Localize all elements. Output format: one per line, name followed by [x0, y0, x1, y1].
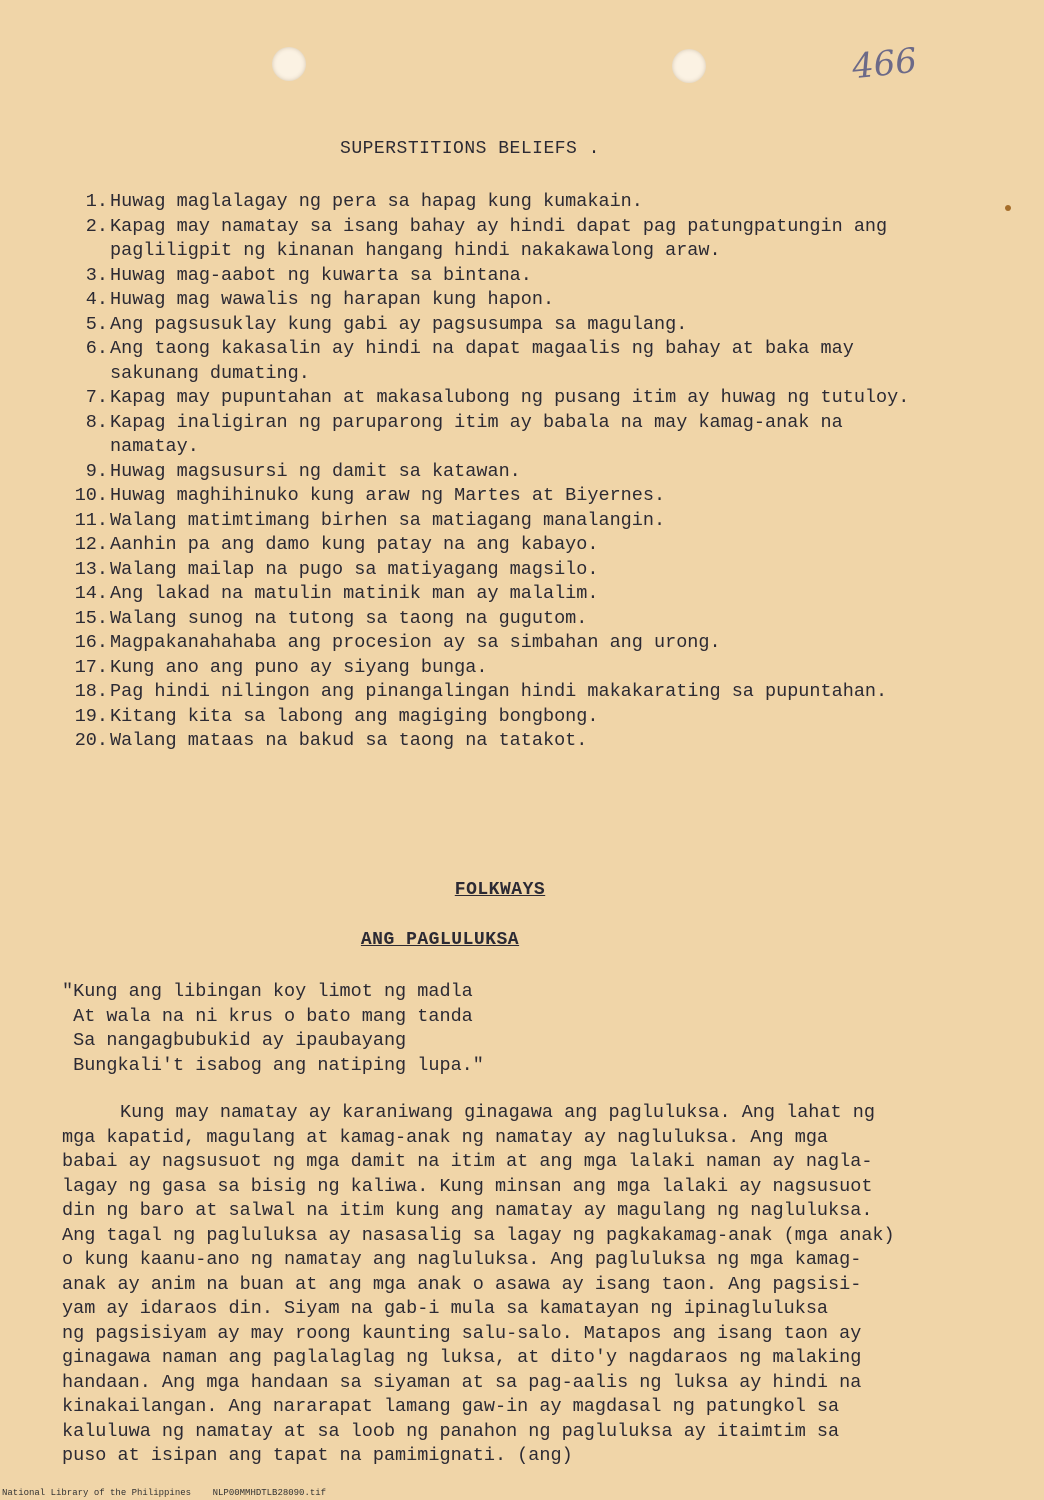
superstition-item: [60, 313, 1000, 338]
paragraph-line: Kung may namatay ay karaniwang ginagawa ang pagluluksa. Ang lahat ng: [120, 1102, 875, 1123]
paragraph-line: anak ay anim na buan at ang mga anak o asawa ay isang taon. Ang pagsisi-: [62, 1273, 862, 1295]
item-number: 11.: [74, 509, 108, 531]
item-number: 5.: [85, 313, 108, 335]
paragraph-line: kinakailangan. Ang nararapat lamang gaw-in ay magdasal ng patungkol sa: [62, 1396, 840, 1417]
item-text: [110, 215, 1000, 264]
item-text-line: Pag hindi nilingon ang pinangalingan hindi makakarating sa pupuntahan.: [110, 681, 888, 702]
item-number: 16.: [74, 632, 108, 653]
item-text-line: Ang taong kakasalin ay hindi na dapat magaalis ng bahay at baka may: [110, 338, 854, 359]
superstition-item: [60, 288, 1000, 313]
item-text-line: Kapag may namatay sa isang bahay ay hindi dapat pag patungpatungin ang: [110, 215, 888, 237]
item-number: 9.: [85, 460, 108, 482]
item-number: 7.: [85, 387, 108, 408]
item-text: [110, 705, 1000, 730]
item-text-line: Huwag maghihinuko kung araw ng Martes at Biyernes.: [110, 485, 666, 506]
item-number: 10.: [74, 485, 108, 506]
item-text-line: Ang pagsusuklay kung gabi ay pagsusumpa sa magulang.: [110, 313, 688, 335]
item-number: 14.: [74, 583, 108, 604]
item-number: 4.: [85, 289, 108, 310]
item-text: [110, 533, 1000, 558]
item-number: 1.: [85, 191, 108, 212]
item-text: [110, 190, 1000, 215]
paragraph-line: handaan. Ang mga handaan sa siyaman at sa pag-aalis ng luksa ay hindi na: [62, 1371, 862, 1393]
paragraph-line: ng pagsisiyam ay may roong kaunting salu-salo. Matapos ang isang taon ay: [62, 1322, 862, 1344]
superstition-item: [60, 460, 1000, 485]
superstition-item: [60, 190, 1000, 215]
superstition-item: [60, 215, 1000, 264]
item-text: [110, 386, 1000, 411]
punch-hole-right: [672, 49, 706, 83]
superstition-item: [60, 411, 1000, 460]
superstition-item: [60, 729, 1000, 754]
archive-footer: National Library of the Philippines NLP00MMHDTLB28090.tif: [2, 1488, 327, 1498]
superstition-item: [60, 484, 1000, 509]
item-text: [110, 460, 1000, 485]
item-text: [110, 680, 1000, 705]
item-text: [110, 656, 1000, 681]
paper-stain: [1005, 205, 1011, 211]
paragraph-line: ginagawa naman ang paglalaglag ng luksa, at dito'y nagdaraos ng malaking: [62, 1347, 862, 1368]
item-text-line: sakunang dumating.: [110, 362, 310, 384]
poem-line: At wala na ni krus o bato mang tanda: [62, 1005, 473, 1027]
superstitions-title: SUPERSTITIONS BELIEFS .: [340, 139, 600, 159]
item-text: [110, 582, 1000, 607]
punch-hole-left: [272, 47, 306, 81]
paragraph-line: o kung kaanu-ano ng namatay ang nagluluksa. Ang pagluluksa ng mga kamag-: [62, 1249, 862, 1270]
paragraph-line: mga kapatid, magulang at kamag-anak ng namatay ay nagluluksa. Ang mga: [62, 1126, 829, 1148]
item-text: [110, 288, 1000, 313]
poem-quote: [62, 980, 484, 1078]
item-text: [110, 729, 1000, 754]
item-text: [110, 607, 1000, 632]
paragraph-line: babai ay nagsusuot ng mga damit na itim at ang mga lalaki naman ay nagla-: [62, 1151, 873, 1172]
item-text-line: Kapag inaligiran ng paruparong itim ay babala na may kamag-anak na: [110, 411, 843, 433]
item-text: [110, 558, 1000, 583]
item-text-line: Huwag magsusursi ng damit sa katawan.: [110, 460, 521, 482]
pagluluksa-subheading: ANG PAGLULUKSA: [360, 930, 520, 950]
superstition-item: [60, 337, 1000, 386]
superstition-item: [60, 582, 1000, 607]
item-text: [110, 509, 1000, 534]
item-text: [110, 264, 1000, 289]
item-number: 17.: [74, 656, 108, 678]
superstition-item: [60, 386, 1000, 411]
poem-line: Bungkali't isabog ang natiping lupa.": [62, 1054, 484, 1076]
superstition-item: [60, 680, 1000, 705]
item-number: 19.: [74, 705, 108, 727]
item-text-line: pagliligpit ng kinanan hangang hindi nakakawalong araw.: [110, 240, 721, 261]
handwritten-page-number: 466: [850, 40, 919, 88]
item-text: [110, 337, 1000, 386]
superstition-item: [60, 509, 1000, 534]
item-text: [110, 631, 1000, 656]
item-number: 18.: [74, 681, 108, 702]
item-text: [110, 484, 1000, 509]
paragraph-line: kaluluwa ng namatay at sa loob ng panahon ng pagluluksa ay itaimtim sa: [62, 1420, 840, 1442]
paragraph-line: puso at isipan ang tapat na pamimignati. (ang): [62, 1445, 573, 1466]
item-number: 6.: [85, 338, 108, 359]
paragraph-line: Ang tagal ng pagluluksa ay nasasalig sa lagay ng pagkakamag-anak (mga anak): [62, 1224, 895, 1246]
pagluluksa-paragraph: [62, 1101, 972, 1469]
superstition-item: [60, 631, 1000, 656]
item-text-line: namatay.: [110, 436, 199, 457]
item-number: 13.: [74, 558, 108, 580]
paragraph-line: lagay ng gasa sa bisig ng kaliwa. Kung minsan ang mga lalaki ay nagsusuot: [62, 1175, 873, 1197]
superstition-item: [60, 558, 1000, 583]
item-text: [110, 411, 1000, 460]
superstition-item: [60, 705, 1000, 730]
item-number: 2.: [85, 215, 108, 237]
item-text-line: Huwag mag wawalis ng harapan kung hapon.: [110, 289, 555, 310]
item-text-line: Ang lakad na matulin matinik man ay malalim.: [110, 583, 599, 604]
item-text-line: Kapag may pupuntahan at makasalubong ng pusang itim ay huwag ng tutuloy.: [110, 387, 910, 408]
superstition-item: [60, 656, 1000, 681]
item-text-line: Walang sunog na tutong sa taong na gugutom.: [110, 607, 588, 629]
superstition-item: [60, 607, 1000, 632]
poem-line: Sa nangagbubukid ay ipaubayang: [62, 1030, 407, 1051]
item-text-line: Walang matimtimang birhen sa matiagang manalangin.: [110, 509, 666, 531]
item-number: 20.: [74, 730, 108, 751]
poem-line: "Kung ang libingan koy limot ng madla: [62, 981, 473, 1002]
item-text-line: Magpakanahahaba ang procesion ay sa simbahan ang urong.: [110, 632, 721, 653]
item-text-line: Walang mataas na bakud sa taong na tatakot.: [110, 730, 588, 751]
item-text-line: Aanhin pa ang damo kung patay na ang kabayo.: [110, 534, 599, 555]
item-number: 12.: [74, 534, 108, 555]
paragraph-line: yam ay idaraos din. Siyam na gab-i mula sa kamatayan ng ipinagluluksa: [62, 1298, 829, 1319]
item-text-line: Kitang kita sa labong ang magiging bongbong.: [110, 705, 599, 727]
folkways-heading: FOLKWAYS: [454, 880, 546, 900]
item-number: 3.: [85, 264, 108, 286]
item-text-line: Huwag maglalagay ng pera sa hapag kung kumakain.: [110, 191, 643, 212]
item-text: [110, 313, 1000, 338]
paragraph-line: din ng baro at salwal na itim kung ang namatay ay magulang ng nagluluksa.: [62, 1200, 873, 1221]
item-number: 15.: [74, 607, 108, 629]
item-text-line: Kung ano ang puno ay siyang bunga.: [110, 656, 488, 678]
item-number: 8.: [85, 411, 108, 433]
item-text-line: Huwag mag-aabot ng kuwarta sa bintana.: [110, 264, 532, 286]
superstition-item: [60, 533, 1000, 558]
superstitions-list: [60, 190, 1000, 754]
superstition-item: [60, 264, 1000, 289]
item-text-line: Walang mailap na pugo sa matiyagang magsilo.: [110, 558, 599, 580]
